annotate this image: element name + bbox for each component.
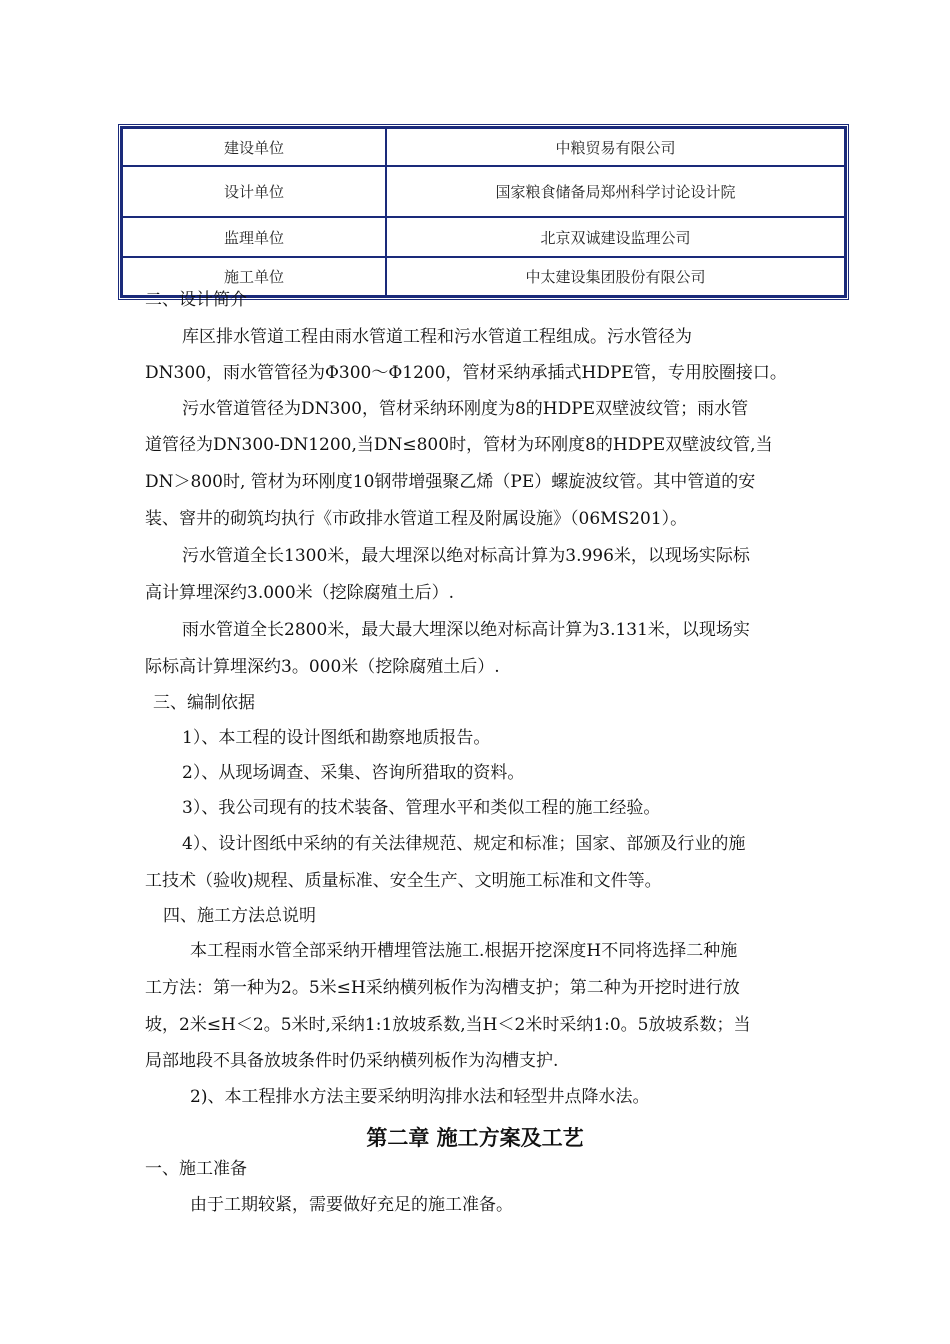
table-row <box>122 217 845 257</box>
table-row <box>122 128 845 166</box>
section-heading: 三、编制依据 <box>153 693 255 713</box>
table-value-cell: 中粮贸易有限公司 <box>386 128 845 166</box>
paragraph-line: 坡，2米≤H＜2。5米时,采纳1:1放坡系数,当H＜2米时采纳1:0。5放坡系数；当 <box>145 1015 751 1035</box>
table-value-cell: 国家粮食储备局郑州科学讨论设计院 <box>386 166 845 217</box>
paragraph-line: 2)、本工程排水方法主要采纳明沟排水法和轻型井点降水法。 <box>190 1087 650 1107</box>
paragraph-line: 库区排水管道工程由雨水管道工程和污水管道工程组成。污水管径为 <box>182 327 692 347</box>
paragraph-line: 工方法：第一种为2。5米≤H采纳横列板作为沟槽支护；第二种为开挖时进行放 <box>145 978 740 998</box>
project-info-table <box>118 124 849 300</box>
list-item: 2）、从现场调查、采集、咨询所猎取的资料。 <box>182 763 525 783</box>
list-item: 4）、设计图纸中采纳的有关法律规范、规定和标准；国家、部颁及行业的施 <box>182 834 746 854</box>
section-heading: 四、施工方法总说明 <box>163 906 316 926</box>
table-row <box>122 166 845 217</box>
list-item: 3）、我公司现有的技术装备、管理水平和类似工程的施工经验。 <box>182 798 661 818</box>
table-value-cell: 北京双诚建设监理公司 <box>386 217 845 257</box>
section-heading: 二、设计简介 <box>145 290 247 310</box>
table-label-cell: 建设单位 <box>122 128 386 166</box>
paragraph-line: DN＞800时, 管材为环刚度10钢带增强聚乙烯（PE）螺旋波纹管。其中管道的安 <box>145 472 756 492</box>
paragraph-line: 际标高计算埋深约3。000米（挖除腐殖土后）. <box>145 657 500 677</box>
paragraph-line: 由于工期较紧，需要做好充足的施工准备。 <box>190 1195 513 1215</box>
list-item: 1）、本工程的设计图纸和勘察地质报告。 <box>182 728 491 748</box>
paragraph-line: 道管径为DN300-DN1200,当DN≤800时，管材为环刚度8的HDPE双壁波纹管,当 <box>145 435 773 455</box>
paragraph-line: DN300，雨水管管径为Φ300～Φ1200，管材采纳承插式HDPE管，专用胶圈接口。 <box>145 363 787 383</box>
chapter-title: 第二章 施工方案及工艺 <box>366 1125 584 1150</box>
table-label-cell: 监理单位 <box>122 217 386 257</box>
table-value-cell: 中太建设集团股份有限公司 <box>386 257 845 296</box>
paragraph-line: 装、窨井的砌筑均执行《市政排水管道工程及附属设施》（06MS201）。 <box>145 509 688 529</box>
paragraph-line: 本工程雨水管全部采纳开槽埋管法施工.根据开挖深度H不同将选择二种施 <box>190 941 738 961</box>
paragraph-line: 污水管道全长1300米，最大埋深以绝对标高计算为3.996米，以现场实际标 <box>182 546 750 566</box>
paragraph-line: 污水管道管径为DN300，管材采纳环刚度为8的HDPE双壁波纹管；雨水管 <box>182 399 749 419</box>
section-heading: 一、施工准备 <box>145 1159 247 1179</box>
paragraph-line: 雨水管道全长2800米，最大最大埋深以绝对标高计算为3.131米，以现场实 <box>182 620 750 640</box>
paragraph-line: 局部地段不具备放坡条件时仍采纳横列板作为沟槽支护. <box>145 1051 559 1071</box>
list-item: 工技术（验收)规程、质量标准、安全生产、文明施工标准和文件等。 <box>145 871 662 891</box>
table-label-cell: 施工单位 <box>122 257 386 296</box>
paragraph-line: 高计算埋深约3.000米（挖除腐殖土后）. <box>145 583 455 603</box>
table-label-cell: 设计单位 <box>122 166 386 217</box>
